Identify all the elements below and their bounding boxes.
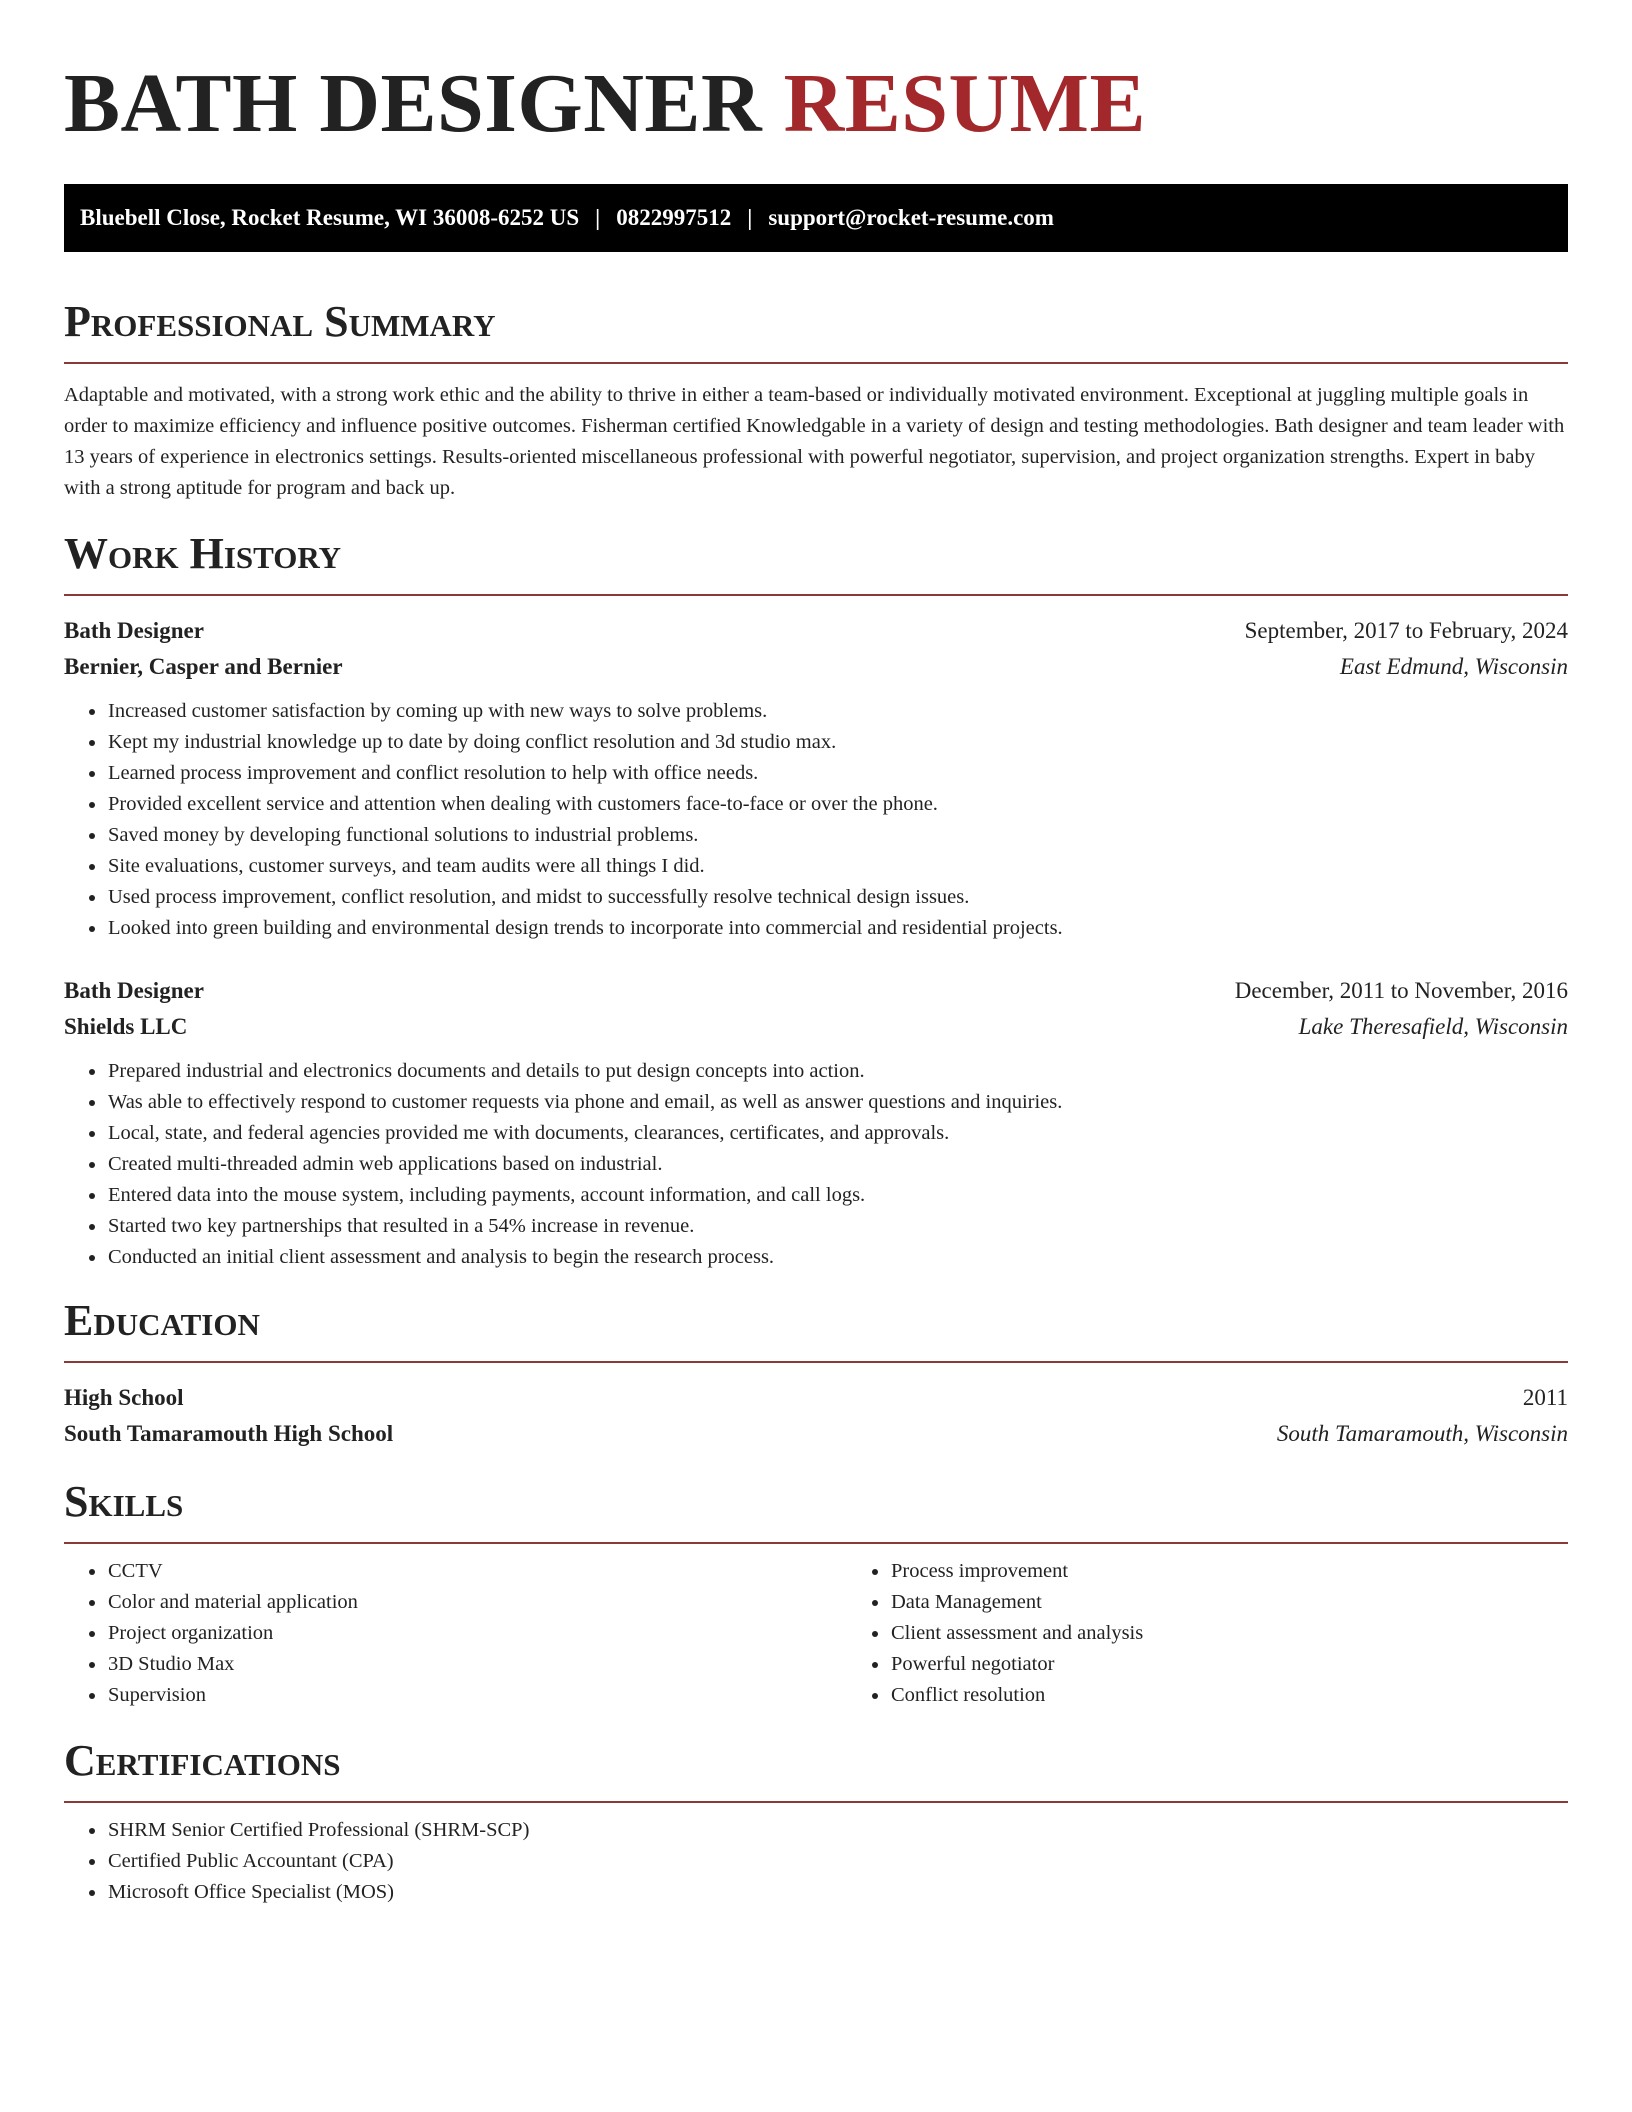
section-heading-work-history: Work History	[64, 529, 342, 578]
skill-item: • CCTV	[107, 1556, 847, 1587]
section-heading-certifications: Certifications	[64, 1736, 341, 1785]
skill-item: • Color and material application	[107, 1587, 847, 1618]
education-degree-row	[64, 1380, 1568, 1416]
section-heading-summary: Professional Summary	[64, 297, 496, 346]
job-bullet: • Kept my industrial knowledge up to date by doing conflict resolution and 3d studio max.	[107, 727, 1568, 758]
job-bullet: • Entered data into the mouse system, including payments, account information, and call logs.	[107, 1180, 1568, 1211]
section-heading-education: Education	[64, 1296, 260, 1345]
skill-item: • Client assessment and analysis	[890, 1618, 1630, 1649]
contact-separator: |	[747, 205, 753, 230]
education-school-row	[64, 1416, 1568, 1452]
skills-list-left	[64, 1556, 847, 1711]
certification-item: • Microsoft Office Specialist (MOS)	[107, 1877, 1568, 1908]
job-title: Bath Designer	[64, 978, 204, 1003]
job-bullet: • Provided excellent service and attention when dealing with customers face-to-face or over the phone.	[107, 789, 1568, 820]
certification-item: • Certified Public Accountant (CPA)	[107, 1846, 1568, 1877]
job-entry	[64, 613, 1568, 944]
section-heading-skills: Skills	[64, 1477, 184, 1526]
summary-section	[64, 296, 1568, 504]
job-bullet: • Saved money by developing functional solutions to industrial problems.	[107, 820, 1568, 851]
skill-item: • Data Management	[890, 1587, 1630, 1618]
skills-list-right	[847, 1556, 1630, 1711]
education-school: South Tamaramouth High School	[64, 1421, 394, 1446]
job-bullet: • Local, state, and federal agencies provided me with documents, clearances, certificates, and approvals.	[107, 1118, 1568, 1149]
job-bullet: • Looked into green building and environmental design trends to incorporate into commercial and residential projects.	[107, 913, 1568, 944]
job-location: East Edmund, Wisconsin	[1339, 654, 1568, 679]
section-divider	[64, 362, 1568, 364]
section-divider	[64, 1801, 1568, 1803]
job-location: Lake Theresafield, Wisconsin	[1298, 1014, 1568, 1039]
job-bullet: • Created multi-threaded admin web applications based on industrial.	[107, 1149, 1568, 1180]
job-bullet: • Started two key partnerships that resulted in a 54% increase in revenue.	[107, 1211, 1568, 1242]
work-history-section	[64, 528, 1568, 1273]
skill-item: • Process improvement	[890, 1556, 1630, 1587]
job-bullet-list	[64, 1056, 1568, 1273]
education-entry	[64, 1380, 1568, 1452]
section-divider	[64, 1361, 1568, 1363]
job-company-row	[64, 649, 1568, 685]
job-bullet: • Was able to effectively respond to customer requests via phone and email, as well as answer questions and inquiries.	[107, 1087, 1568, 1118]
section-divider	[64, 594, 1568, 596]
certifications-section	[64, 1735, 1568, 1908]
contact-email: support@rocket-resume.com	[768, 205, 1054, 230]
skill-item: • Project organization	[107, 1618, 847, 1649]
job-title: Bath Designer	[64, 618, 204, 643]
job-bullet: • Prepared industrial and electronics documents and details to put design concepts into action.	[107, 1056, 1568, 1087]
section-divider	[64, 1542, 1568, 1544]
title-accent: RESUME	[783, 57, 1146, 150]
contact-separator: |	[595, 205, 601, 230]
skill-item: • Powerful negotiator	[890, 1649, 1630, 1680]
resume-title	[64, 58, 1568, 150]
job-bullet: • Site evaluations, customer surveys, and team audits were all things I did.	[107, 851, 1568, 882]
education-section	[64, 1295, 1568, 1452]
skill-item: • 3D Studio Max	[107, 1649, 847, 1680]
job-entry	[64, 973, 1568, 1273]
job-bullet: • Learned process improvement and conflict resolution to help with office needs.	[107, 758, 1568, 789]
job-bullet: • Used process improvement, conflict resolution, and midst to successfully resolve technical design issues.	[107, 882, 1568, 913]
skills-section	[64, 1476, 1568, 1711]
contact-phone: 0822997512	[616, 205, 732, 230]
job-dates: December, 2011 to November, 2016	[1234, 978, 1568, 1003]
job-dates: September, 2017 to February, 2024	[1244, 618, 1568, 643]
job-company-row	[64, 1009, 1568, 1045]
job-header-row	[64, 613, 1568, 649]
job-bullet-list	[64, 696, 1568, 944]
education-degree: High School	[64, 1385, 184, 1410]
title-main: BATH DESIGNER	[64, 57, 763, 150]
job-bullet: • Conducted an initial client assessment and analysis to begin the research process.	[107, 1242, 1568, 1273]
skill-item: • Supervision	[107, 1680, 847, 1711]
job-header-row	[64, 973, 1568, 1009]
contact-bar	[64, 184, 1568, 252]
certification-item: • SHRM Senior Certified Professional (SHRM-SCP)	[107, 1815, 1568, 1846]
job-company: Shields LLC	[64, 1014, 188, 1039]
skill-item: • Conflict resolution	[890, 1680, 1630, 1711]
certifications-list	[64, 1815, 1568, 1908]
contact-address: Bluebell Close, Rocket Resume, WI 36008-6252 US	[80, 205, 580, 230]
summary-text: Adaptable and motivated, with a strong work ethic and the ability to thrive in either a team-based or individually motivated environment. Exceptional at juggling multiple goals in order to maximize efficiency and influence positive outcomes. Fisherman certified Knowledgable in a variety of design and testing methodologies. Bath designer and team leader with 13 years of experience in electronics settings. Results-oriented miscellaneous professional with powerful negotiator, supervision, and project organization strengths. Expert in baby with a strong aptitude for program and back up.	[64, 384, 1565, 499]
education-location: South Tamaramouth, Wisconsin	[1276, 1421, 1568, 1446]
job-bullet: • Increased customer satisfaction by coming up with new ways to solve problems.	[107, 696, 1568, 727]
job-company: Bernier, Casper and Bernier	[64, 654, 343, 679]
education-year: 2011	[1522, 1385, 1568, 1410]
skills-columns	[64, 1556, 1568, 1711]
